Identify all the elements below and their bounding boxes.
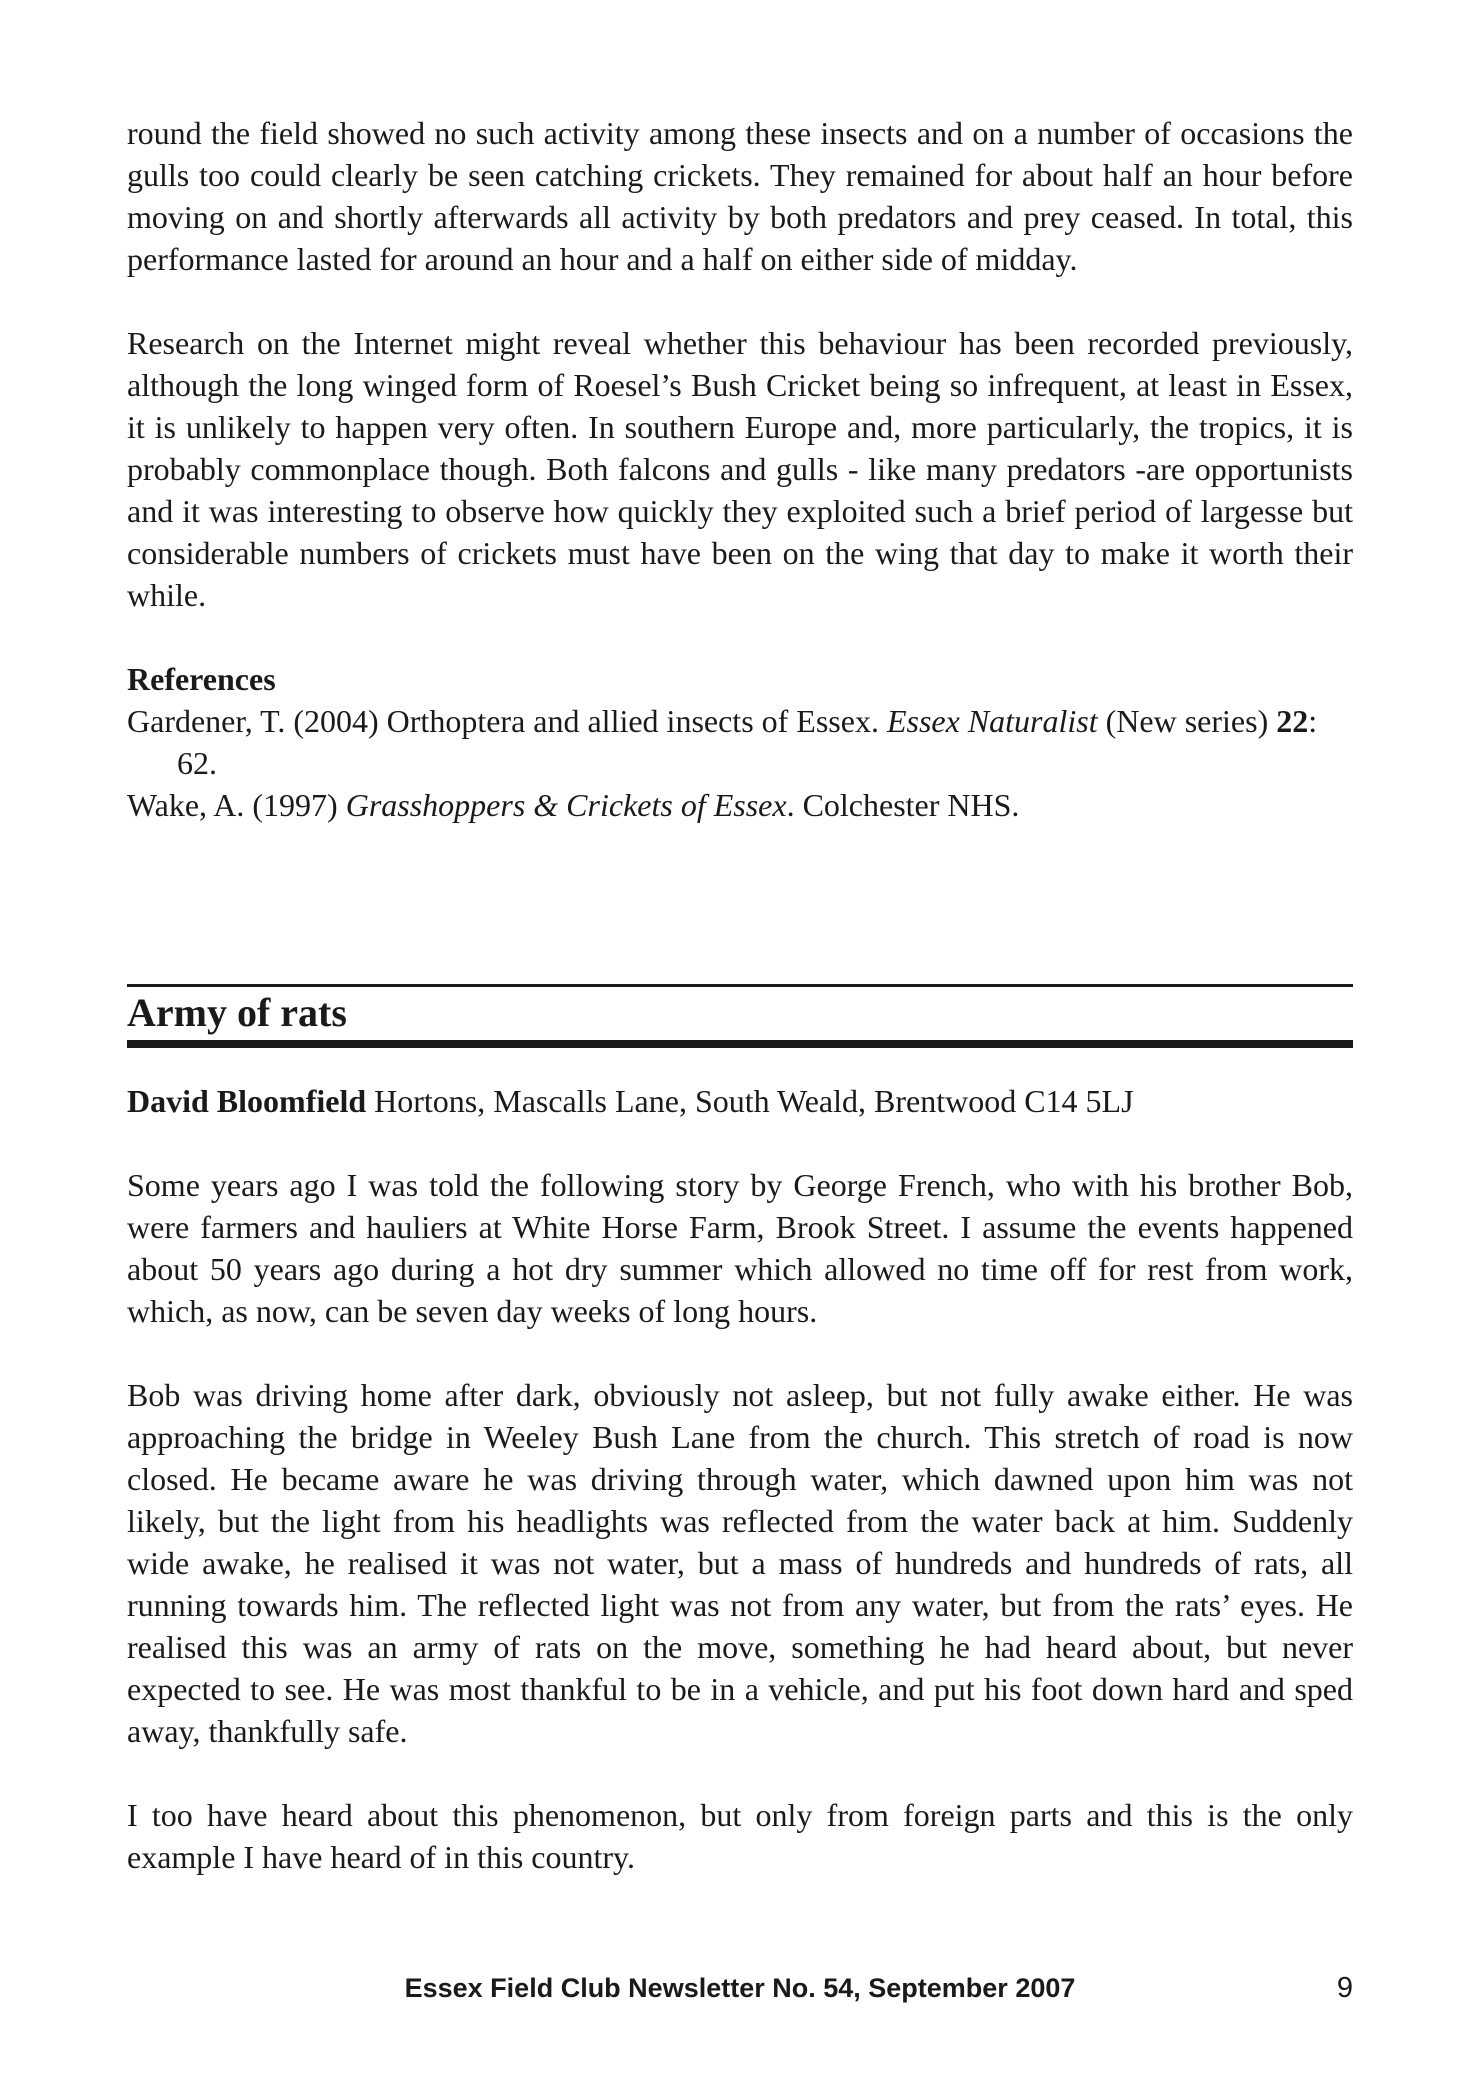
body-paragraph: I too have heard about this phenomenon, but only from foreign parts and this is the only example I have heard of in this country. xyxy=(127,1797,1353,1875)
page-number: 9 xyxy=(1336,1972,1353,2004)
body-paragraph: Research on the Internet might reveal whether this behaviour has been recorded previously, although the long winged form of Roesel’s Bush Cricket being so infrequent, at least in Essex, it is unlikely to happen very often. In southern Europe and, more particularly, the tropics, it is probably commonplace though. Both falcons and gulls - like many predators -are opportunists and it was interesting to observe how quickly they exploited such a brief period of largesse but considerable numbers of crickets must have been on the wing that day to make it worth their while. xyxy=(127,325,1353,613)
references-heading: References xyxy=(127,661,276,697)
reference-item: Gardener, T. (2004) Orthoptera and allied insects of Essex. Essex Naturalist (New series) 22: 62. xyxy=(127,703,1318,781)
page-footer xyxy=(127,1968,1353,2008)
body-paragraph: Some years ago I was told the following story by George French, who with his brother Bob, were farmers and hauliers at White Horse Farm, Brook Street. I assume the events happened about 50 years ago during a hot dry summer which allowed no time off for rest from work, which, as now, can be seven day weeks of long hours. xyxy=(127,1167,1353,1329)
body-paragraph: round the field showed no such activity among these insects and on a number of occasions the gulls too could clearly be seen catching crickets. They remained for about half an hour before moving on and shortly afterwards all activity by both predators and prey ceased. In total, this performance lasted for around an hour and a half on either side of midday. xyxy=(127,115,1353,277)
journal-title: Essex Naturalist xyxy=(886,703,1098,739)
section-rule-bottom xyxy=(127,1040,1353,1048)
author-line xyxy=(127,1080,1353,1122)
continued-article xyxy=(127,112,1353,826)
reference-item: Wake, A. (1997) Grasshoppers & Crickets of Essex. Colchester NHS. xyxy=(127,787,1020,823)
body-paragraph: Bob was driving home after dark, obviously not asleep, but not fully awake either. He was approaching the bridge in Weeley Bush Lane from the church. This stretch of road is now closed. He became aware he was driving through water, which dawned upon him was not likely, but the light from his headlights was reflected from the water back at him. Suddenly wide awake, he realised it was not water, but a mass of hundreds and hundreds of rats, all running towards him. The reflected light was not from any water, but from the rats’ eyes. He realised this was an army of rats on the move, something he had heard about, but never expected to see. He was most thankful to be in a vehicle, and put his foot down hard and sped away, thankfully safe. xyxy=(127,1377,1353,1749)
article-body xyxy=(127,1080,1353,1878)
section-title: Army of rats xyxy=(127,990,347,1035)
publication-footer: Essex Field Club Newsletter No. 54, September 2007 xyxy=(404,1973,1076,2003)
book-title: Grasshoppers & Crickets of Essex xyxy=(345,787,787,823)
section-rule-top xyxy=(127,984,1353,987)
volume-number: 22 xyxy=(1276,703,1309,739)
author-name: David Bloomfield xyxy=(127,1083,367,1119)
author-address: Hortons, Mascalls Lane, South Weald, Brentwood C14 5LJ xyxy=(366,1083,1134,1119)
